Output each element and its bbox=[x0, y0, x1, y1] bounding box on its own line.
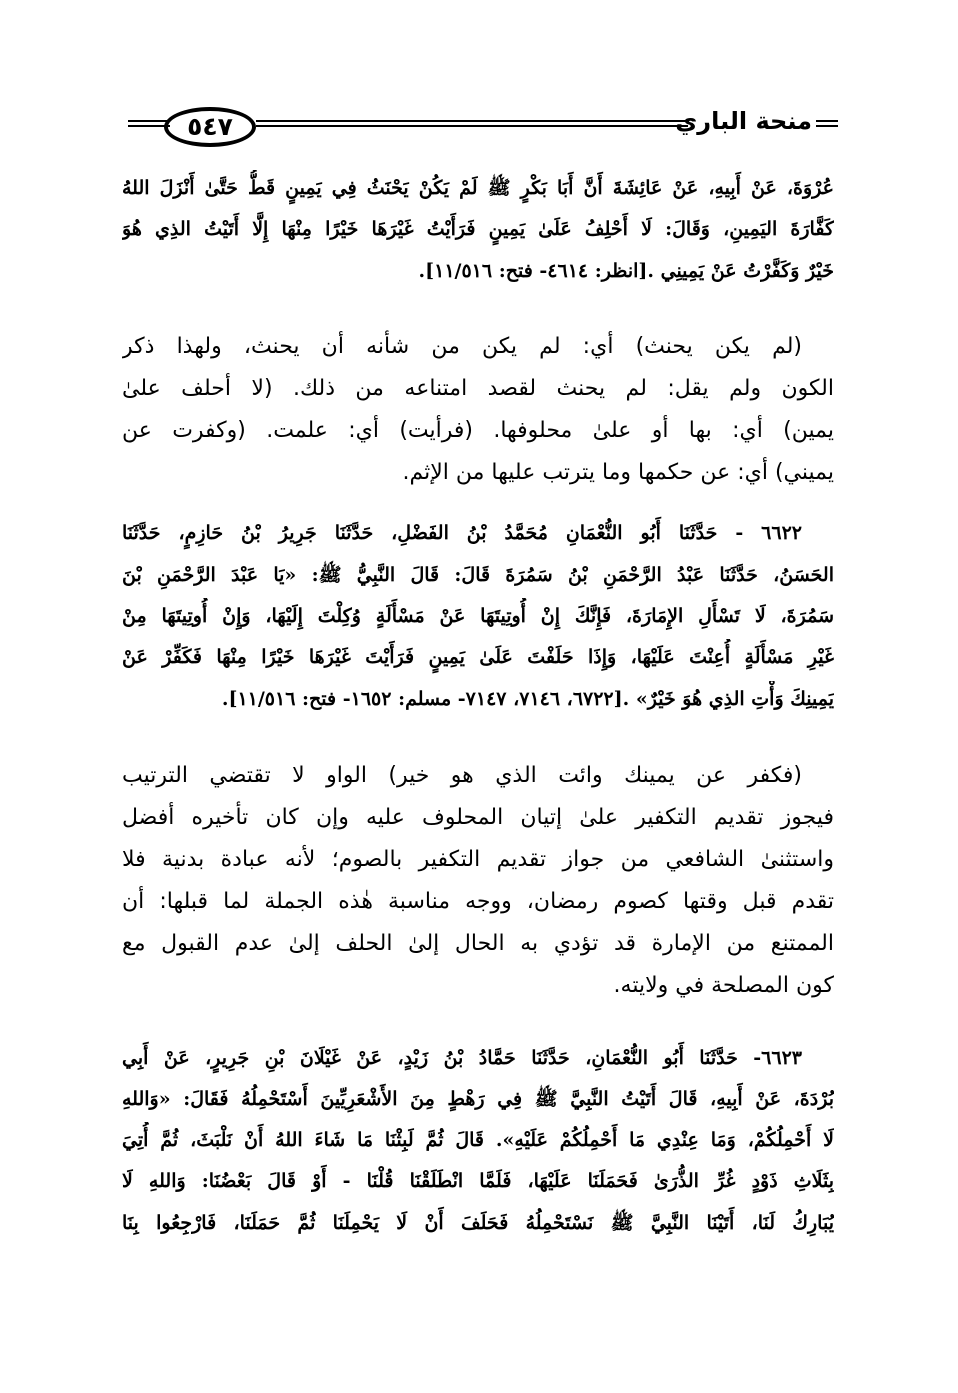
running-header bbox=[128, 103, 838, 151]
commentary-text-line: يمين) أي: بها أو علىٰ محلوفها. (فرأيت) أي: علمت. (وكفرت عن bbox=[122, 418, 834, 443]
hadith-text-line: ٦٦٢٣- حَدَّثَنَا أَبُو النُّعْمَانِ، حَدَّثَنَا حَمَّادُ بْنُ زَيْدٍ، عَنْ غَيْلَانَ بْنِ جَرِيرٍ، عَنْ أَبِي bbox=[122, 1047, 802, 1069]
hadith-text-line: الحَسَنُ، حَدَّثَنَا عَبْدُ الرَّحْمَنِ بْنُ سَمُرَةَ قَالَ: قَالَ النَّبِيُّ ﷺ: «يَا عَبْدَ الرَّحْمَنِ بْنَ bbox=[122, 564, 834, 586]
page-number: ٥٤٧ bbox=[164, 107, 256, 147]
hadith-text-line: يَمِينِكَ وَأْتِ الذِي هُوَ خَيْرٌ» .[٦٧٢٢، ٧١٤٦، ٧١٤٧- مسلم: ١٦٥٢- فتح: ١١/٥١٦]. bbox=[221, 688, 834, 710]
commentary-text-line: كون المصلحة في ولايته. bbox=[613, 973, 834, 998]
commentary-text-line: (فكفر عن يمينك وائت الذي هو خير) الواو لا تقتضي الترتيب bbox=[122, 763, 802, 788]
hadith-text-line: لَا أَحْمِلُكُمْ، وَمَا عِنْدِي مَا أَحْمِلُكُمْ عَلَيْهِ». قَالَ ثُمَّ لَبِثْنَا مَا شَاءَ اللهُ أَنْ نَلْبَثَ، ثُمَّ أُتِيَ bbox=[122, 1129, 834, 1151]
commentary-text-line: (لم يكن يحنث) أي: لم يكن من شأنه أن يحنث، ولهذا ذكر bbox=[122, 334, 802, 359]
commentary-text-line: الكون ولم يقل: لم يحنث لقصد امتناعه من ذلك. (لا أحلف علىٰ bbox=[122, 376, 834, 401]
commentary-text-line: واستثنىٰ الشافعي من جواز تقديم التكفير بالصوم؛ لأنه عبادة بدنية فلا bbox=[122, 847, 834, 872]
commentary-text-line: الممتنع من الإمارة قد تؤدي به الحال إلىٰ الحلف إلىٰ عدم القبول مع bbox=[122, 931, 834, 956]
header-rule-right bbox=[816, 120, 838, 136]
hadith-text-line: عُرْوَةَ، عَنْ أَبِيهِ، عَنْ عَائِشَةَ أَنَّ أَبَا بَكْرٍ ﷺ لَمْ يَكُنْ يَحْنَثُ فِي يَمِينٍ قَطُّ حَتَّىٰ أَنْزَلَ اللهُ bbox=[122, 177, 834, 199]
hadith-text-line: يُبَارِكُ لَنَا، أَتَيْنَا النَّبِيَّ ﷺ نَسْتَحْمِلُهُ فَحَلَفَ أَنْ لَا يَحْمِلَنَا ثُمَّ حَمَلَنَا، فَارْجِعُوا بِنَا bbox=[122, 1212, 834, 1234]
hadith-text-line: غَيْرِ مَسْأَلَةٍ أُعِنْتَ عَلَيْهَا، وَإِذَا حَلَفْتَ عَلَىٰ يَمِينٍ فَرَأَيْتَ غَيْرَهَا خَيْرًا مِنْهَا فَكَفِّرْ عَنْ bbox=[122, 646, 834, 668]
hadith-text-line: كَفَّارَةَ اليَمِينِ، وَقَالَ: لَا أَحْلِفُ عَلَىٰ يَمِينٍ فَرَأَيْتُ غَيْرَهَا خَيْرًا مِنْهَا إِلَّا أَتَيْتُ الذِي هُوَ bbox=[122, 218, 834, 240]
hadith-text-line: سَمُرَةَ، لَا تَسْأَلِ الإِمَارَةَ، فَإِنَّكَ إِنْ أُوتِيتَهَا عَنْ مَسْأَلَةٍ وُكِلْتَ إِلَيْهَا، وَإِنْ أُوتِيتَهَا مِنْ bbox=[122, 605, 834, 627]
header-rule-middle bbox=[256, 120, 688, 136]
hadith-text-line: خَيْرٌ وَكَفَّرْتُ عَنْ يَمِينِي .[انظر: ٤٦١٤- فتح: ١١/٥١٦]. bbox=[418, 260, 834, 282]
book-title: منحة الباري bbox=[675, 107, 812, 135]
commentary-text-line: تقدم قبل وقتها كصوم رمضان، ووجه مناسبة هٰذه الجملة لما قبلها: أن bbox=[122, 889, 834, 914]
hadith-text-line: ٦٦٢٢ - حَدَّثَنَا أَبُو النُّعْمَانِ مُحَمَّدُ بْنُ الفَضْلِ، حَدَّثَنَا جَرِيرُ بْنُ حَازِمٍ، حَدَّثَنَا bbox=[122, 522, 802, 544]
hadith-text-line: بُرْدَةَ، عَنْ أَبِيهِ، قَالَ أَتَيْتُ النَّبِيَّ ﷺ فِي رَهْطٍ مِنَ الأَشْعَرِيِّينَ أَسْتَحْمِلُهُ فَقَالَ: «وَاللهِ bbox=[122, 1088, 834, 1110]
commentary-text-line: فيجوز تقديم التكفير علىٰ إتيان المحلوف عليه وإن كان تأخيره أفضل bbox=[122, 805, 834, 830]
hadith-text-line: بِثَلَاثِ ذَوْدٍ غُرِّ الذُّرَىٰ فَحَمَلَنَا عَلَيْهَا، فَلَمَّا انْطَلَقْنَا قُلْنَا - أَوْ قَالَ بَعْضُنَا: وَاللهِ لَا bbox=[122, 1170, 834, 1192]
commentary-text-line: يميني) أي: عن حكمها وما يترتب عليها من الإثم. bbox=[402, 460, 834, 485]
